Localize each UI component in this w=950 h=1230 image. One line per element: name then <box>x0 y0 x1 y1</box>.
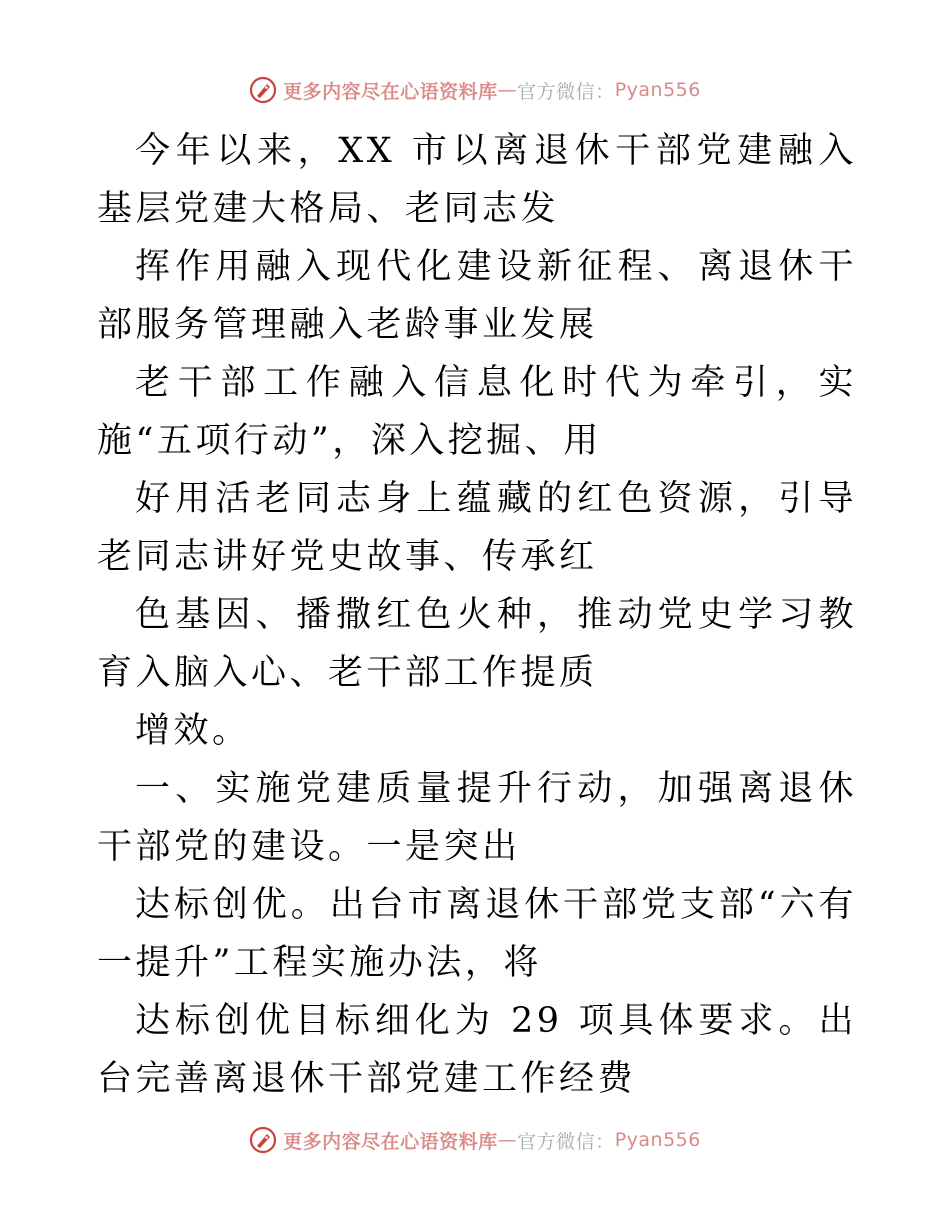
watermark-wechat-label: 官方微信： <box>517 1130 615 1153</box>
paragraph: 一、实施党建质量提升行动，加强离退休干部党的建设。一是突出 <box>97 769 857 867</box>
watermark-dash: — <box>497 79 518 101</box>
paragraph: 色基因、播撒红色火种，推动党史学习教育入脑入心、老干部工作提质 <box>97 595 857 693</box>
watermark-wechat-label: 官方微信： <box>517 80 615 103</box>
watermark-site-text: 更多内容尽在心语资料库 <box>283 1130 498 1153</box>
document-body <box>97 122 857 1108</box>
watermark-wechat-id: Pyan556 <box>614 1129 701 1151</box>
paragraph: 挥作用融入现代化建设新征程、离退休干部服务管理融入老龄事业发展 <box>97 247 857 345</box>
paragraph: 今年以来，XX 市以离退休干部党建融入基层党建大格局、老同志发 <box>97 131 857 229</box>
paragraph: 好用活老同志身上蕴藏的红色资源，引导老同志讲好党史故事、传承红 <box>97 479 857 577</box>
footer-watermark <box>0 1120 950 1160</box>
pen-nib-logo-icon <box>249 76 277 104</box>
watermark-wechat-id: Pyan556 <box>614 79 701 101</box>
paragraph: 达标创优。出台市离退休干部党支部“六有一提升”工程实施办法，将 <box>97 885 857 983</box>
header-watermark <box>0 70 950 110</box>
watermark-site-text: 更多内容尽在心语资料库 <box>283 80 498 103</box>
paragraph: 老干部工作融入信息化时代为牵引，实施“五项行动”，深入挖掘、用 <box>97 363 857 461</box>
watermark-dash: — <box>497 1129 518 1151</box>
paragraph: 增效。 <box>135 711 251 751</box>
pen-nib-logo-icon <box>249 1126 277 1154</box>
paragraph: 达标创优目标细化为 29 项具体要求。出台完善离退休干部党建工作经费 <box>97 1001 857 1099</box>
